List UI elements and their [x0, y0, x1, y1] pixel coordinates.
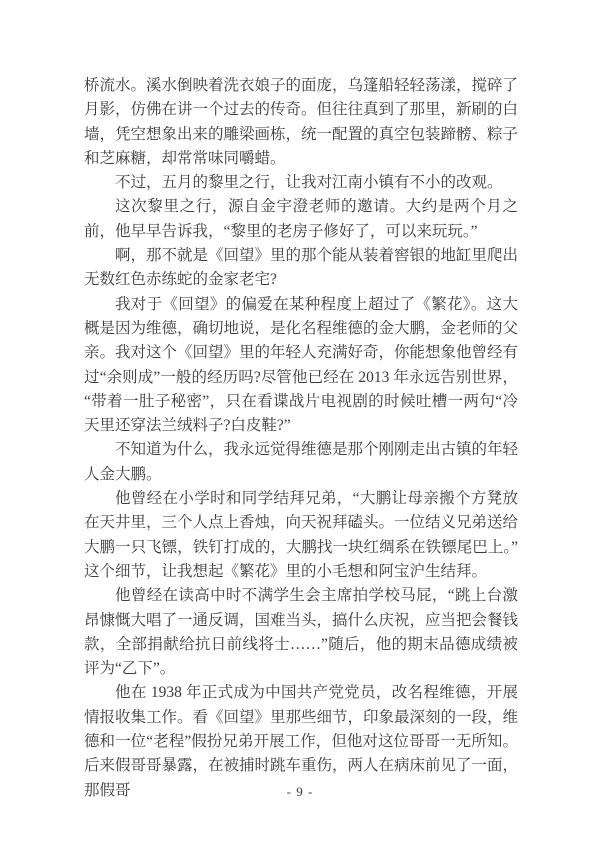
paragraph: 我对于《回望》的偏爱在某种程度上超过了《繁花》。这大概是因为维德，确切地说，是化名程维德的金大鹏，金老师的父亲。我对这个《回望》里的年轻人充满好奇，你能想象他曾经有过“余则成”一般的经历吗?尽管他已经在 2013 年永远告别世界，“带着一肚子秘密”，只在看谍战片电视剧的时候吐槽一两句“冷天里还穿法兰绒料子?白皮鞋?” [84, 295, 519, 435]
paragraph: 不过，五月的黎里之行，让我对江南小镇有不小的改观。 [115, 174, 503, 192]
paragraph: 他曾经在读高中时不满学生会主席拍学校马屁，“跳上台激昂慷慨大唱了一通反调，国难当头，搞什么庆祝，应当把会餐钱款，全部捐献给抗日前线将士……”随后，他的期末品德成绩被评为“乙下”。 [84, 587, 519, 678]
paragraph: 他在 1938 年正式成为中国共产党党员，改名程维德，开展情报收集工作。看《回望》里那些细节，印象最深刻的一段，维德和一位“老程”假扮兄弟开展工作，但他对这位哥哥一无所知。后来假哥哥暴露，在被捕时跳车重伤，两人在病床前见了一面，那假哥 [84, 684, 519, 799]
page-number: - 9 - [286, 784, 314, 799]
paragraph: 他曾经在小学时和同学结拜兄弟，“大鹏让母亲搬个方凳放在天井里，三个人点上香烛，向天祝拜磕头。一位结义兄弟送给大鹏一只飞镖，铁钉打成的，大鹏找一块红绸系在铁镖尾巴上。”这个细节，让我想起《繁花》里的小毛想和阿宝沪生结拜。 [84, 490, 519, 580]
paragraph: 啊，那不就是《回望》里的那个能从装着窖银的地缸里爬出无数红色赤练蛇的金家老宅? [84, 247, 519, 289]
paragraph: 不知道为什么，我永远觉得维德是那个刚刚走出古镇的年轻人金大鹏。 [84, 441, 519, 483]
paragraph: 这次黎里之行，源自金宇澄老师的邀请。大约是两个月之前，他早早告诉我，“黎里的老房子修好了，可以来玩玩。” [84, 198, 518, 240]
text-body [84, 74, 518, 803]
paragraph: 桥流水。溪水倒映着洗衣娘子的面庞，乌篷船轻轻荡漾，搅碎了月影，仿佛在讲一个过去的传奇。但往往真到了那里，新刷的白墙，凭空想象出来的雕梁画栋，统一配置的真空包装蹄髈、粽子和芝麻糖，却常常味同嚼蜡。 [84, 77, 519, 167]
